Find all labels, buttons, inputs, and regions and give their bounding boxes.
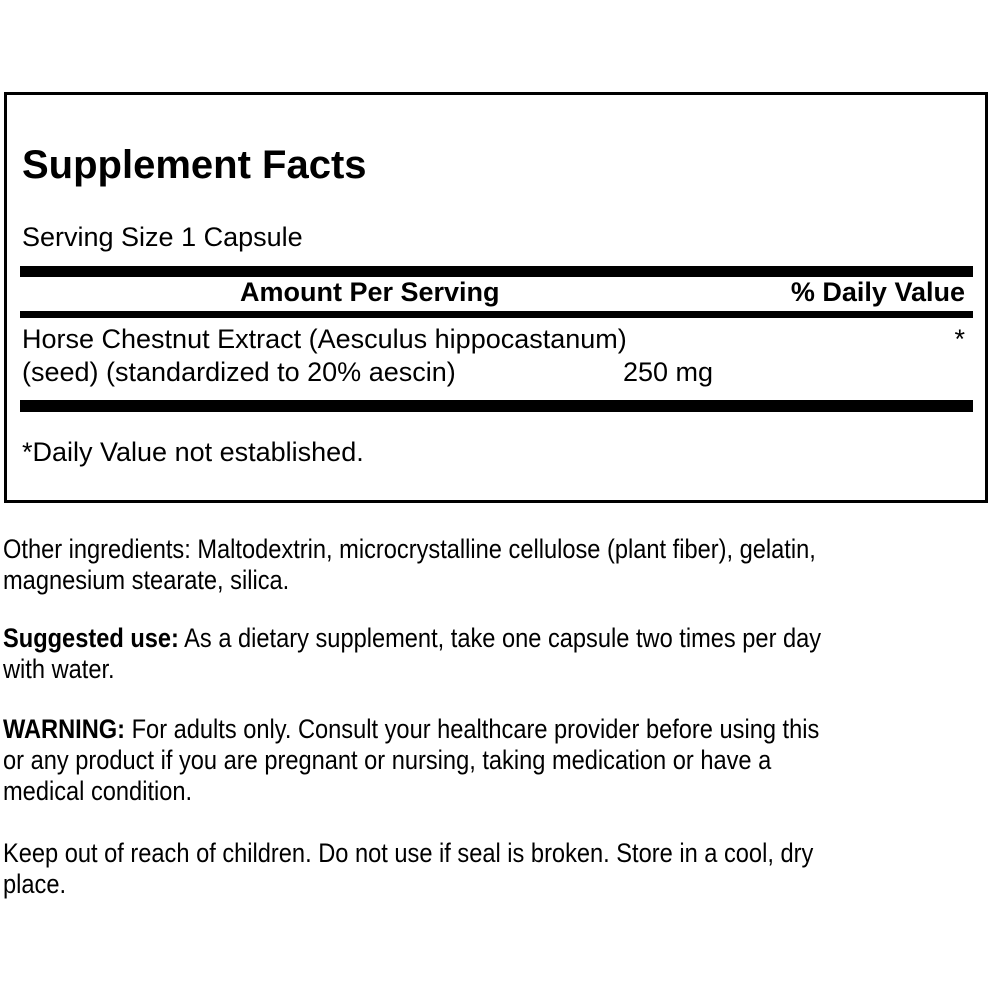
storage-line-2: place.: [3, 869, 67, 899]
other-ingredients-line-1: Other ingredients: Maltodextrin, microcrystalline cellulose (plant fiber), gelatin,: [3, 534, 816, 564]
suggested-use-label: Suggested use:: [3, 623, 179, 653]
ingredient-daily-value-asterisk: *: [954, 324, 965, 354]
suggested-use-text-1: As a dietary supplement, take one capsule two times per day: [184, 623, 822, 653]
warning-line-2: or any product if you are pregnant or nursing, taking medication or have a: [3, 745, 772, 775]
ingredient-name-line-2: (seed) (standardized to 20% aescin): [22, 357, 456, 387]
column-header-amount-per-serving: Amount Per Serving: [240, 277, 500, 307]
panel-title: Supplement Facts: [22, 143, 367, 187]
other-ingredients-line-2: magnesium stearate, silica.: [3, 565, 290, 595]
suggested-use-line-2: with water.: [3, 654, 115, 684]
suggested-use-line-1: [3, 623, 974, 654]
thick-rule-bottom: [20, 400, 973, 412]
daily-value-footnote: *Daily Value not established.: [22, 437, 364, 467]
ingredient-row-line-2: [22, 359, 965, 386]
storage-paragraph: [3, 838, 974, 900]
suggested-use-paragraph: [3, 623, 974, 685]
medium-rule-under-headers: [20, 311, 973, 318]
serving-size-text: Serving Size 1 Capsule: [22, 222, 303, 252]
warning-line-1: [3, 714, 974, 745]
supplement-facts-panel: [4, 92, 988, 503]
ingredient-amount: 250 mg: [623, 357, 714, 387]
ingredient-row-line-1: [22, 326, 965, 353]
storage-line-1: Keep out of reach of children. Do not use if seal is broken. Store in a cool, dry: [3, 838, 814, 868]
warning-paragraph: [3, 714, 974, 807]
warning-text-1: For adults only. Consult your healthcare provider before using this: [131, 714, 820, 744]
thick-rule-top: [20, 266, 973, 277]
column-header-percent-daily-value: % Daily Value: [790, 277, 965, 307]
warning-line-3: medical condition.: [3, 776, 193, 806]
ingredient-name-line-1: Horse Chestnut Extract (Aesculus hippocastanum): [22, 324, 627, 354]
warning-label: WARNING:: [3, 714, 126, 744]
other-ingredients-paragraph: [3, 534, 974, 596]
